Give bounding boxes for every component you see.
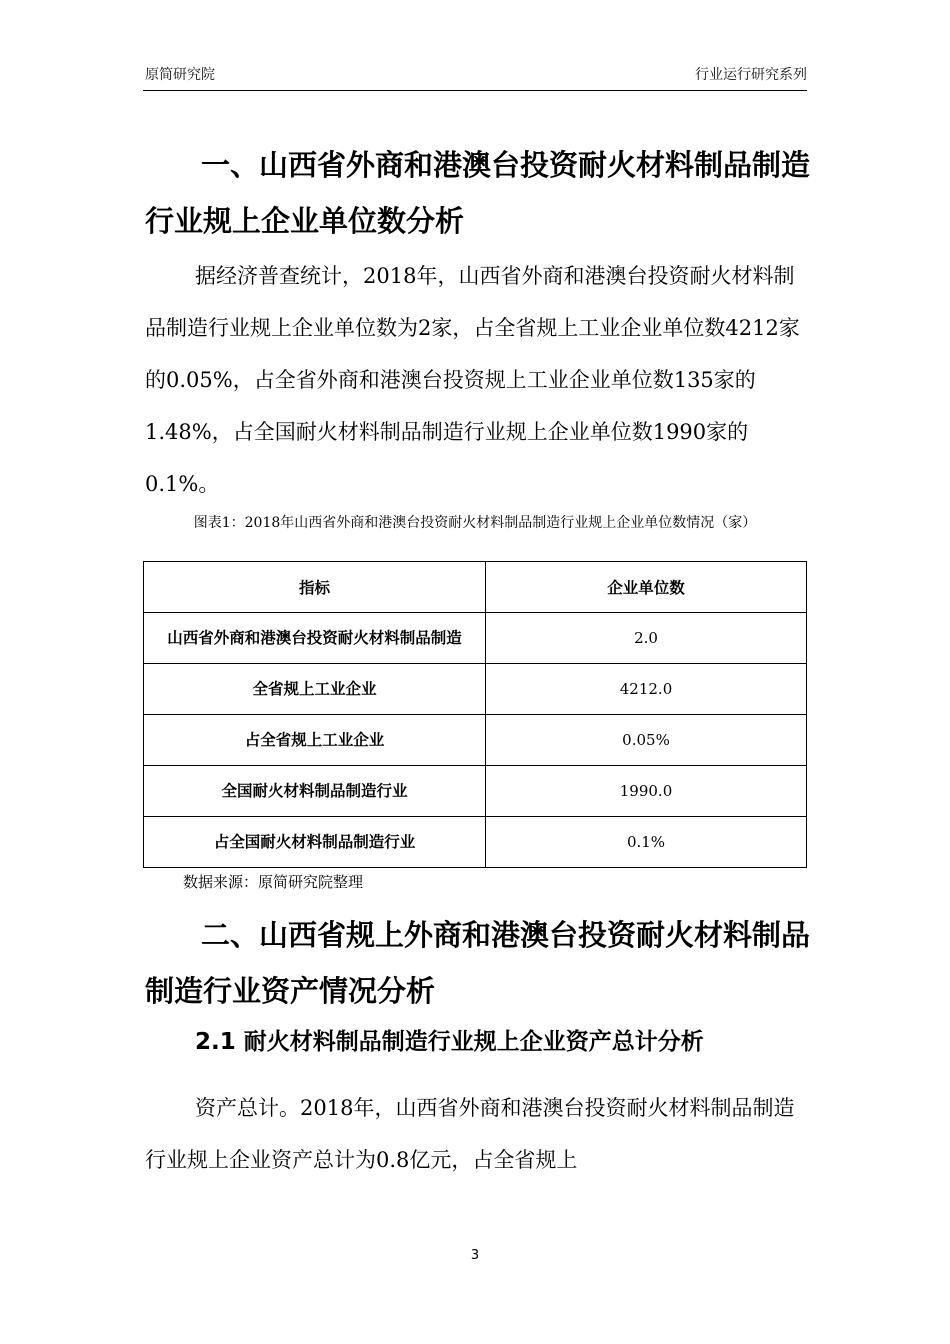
section2-heading-line1: 二、山西省规上外商和港澳台投资耐火材料制品 bbox=[201, 918, 811, 952]
page-number: 3 bbox=[470, 1248, 480, 1263]
row-label: 全国耐火材料制品制造行业 bbox=[144, 766, 486, 817]
row-label: 全省规上工业企业 bbox=[144, 664, 486, 715]
section2-heading-line2: 制造行业资产情况分析 bbox=[145, 974, 436, 1008]
row-value: 1990.0 bbox=[486, 766, 807, 817]
section2-paragraph bbox=[145, 1082, 810, 1186]
table-source: 数据来源：原简研究院整理 bbox=[183, 873, 364, 891]
section1-paragraph-text: 据经济普查统计，2018年，山西省外商和港澳台投资耐火材料制品制造行业规上企业单位数为2家，占全省规上工业企业单位数4212家的0.05%，占全省外商和港澳台投资规上工业企业单位数135家的1.48%，占全国耐火材料制品制造行业规上企业单位数1990家的0.1%。 bbox=[145, 264, 800, 496]
section2-paragraph-text: 资产总计。2018年，山西省外商和港澳台投资耐火材料制品制造行业规上企业资产总计为0.8亿元，占全省规上 bbox=[145, 1096, 795, 1172]
section1-heading-line1: 一、山西省外商和港澳台投资耐火材料制品制造 bbox=[201, 148, 811, 182]
row-label: 占全国耐火材料制品制造行业 bbox=[144, 817, 486, 868]
table-row bbox=[144, 817, 807, 868]
row-value: 2.0 bbox=[486, 613, 807, 664]
table-row bbox=[144, 766, 807, 817]
section1-paragraph bbox=[145, 250, 810, 510]
table-header-indicator: 指标 bbox=[144, 562, 486, 613]
row-value: 4212.0 bbox=[486, 664, 807, 715]
data-table bbox=[143, 561, 807, 868]
row-value: 0.1% bbox=[486, 817, 807, 868]
section1-heading-line2: 行业规上企业单位数分析 bbox=[145, 204, 465, 238]
table-header-units: 企业单位数 bbox=[486, 562, 807, 613]
section2-heading bbox=[145, 907, 810, 1019]
table-row bbox=[144, 715, 807, 766]
row-value: 0.05% bbox=[486, 715, 807, 766]
table-header-row bbox=[144, 562, 807, 613]
row-label: 占全省规上工业企业 bbox=[144, 715, 486, 766]
table-row bbox=[144, 664, 807, 715]
header-series: 行业运行研究系列 bbox=[695, 67, 807, 83]
header-rule bbox=[143, 90, 807, 91]
section1-heading bbox=[145, 137, 810, 249]
table-row bbox=[144, 613, 807, 664]
header-org: 原简研究院 bbox=[145, 67, 215, 83]
table-caption: 图表1：2018年山西省外商和港澳台投资耐火材料制品制造行业规上企业单位数情况（家） bbox=[193, 515, 757, 531]
section2-subheading: 2.1 耐火材料制品制造行业规上企业资产总计分析 bbox=[195, 1029, 704, 1055]
row-label: 山西省外商和港澳台投资耐火材料制品制造 bbox=[144, 613, 486, 664]
